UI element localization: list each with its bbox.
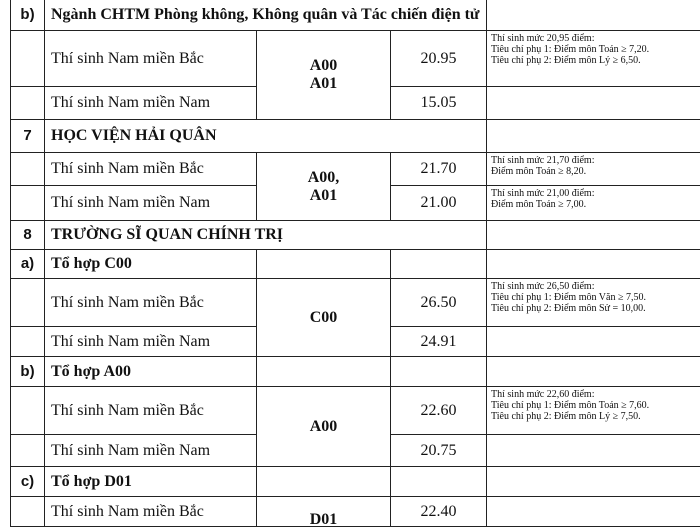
empty-cell [487, 467, 700, 497]
table-row [11, 153, 700, 186]
empty-cell [487, 357, 700, 387]
note-line: Tiêu chí phụ 1: Điểm môn Văn ≥ 7,50. [491, 292, 646, 303]
empty-cell [391, 250, 487, 279]
empty-cell [391, 467, 487, 497]
tiebreak-note [487, 279, 700, 327]
subsection-row [11, 467, 700, 497]
note-line: Tiêu chí phụ 2: Điểm môn Sử = 10,00. [491, 303, 646, 314]
candidate-label: Thí sinh Nam miền Bắc [45, 387, 257, 435]
cutoff-score: 15.05 [391, 87, 487, 120]
row-number: b) [11, 0, 45, 31]
subsection-row [11, 250, 700, 279]
cutoff-score: 21.70 [391, 153, 487, 186]
empty-cell [487, 250, 700, 279]
note-line: Điểm môn Toán ≥ 7,00. [491, 199, 587, 210]
row-number: c) [11, 467, 45, 497]
candidate-label: Thí sinh Nam miền Nam [45, 435, 257, 467]
section-row [11, 120, 700, 153]
note-line: Thí sinh mức 26,50 điểm: [491, 281, 595, 292]
cutoff-score: 20.75 [391, 435, 487, 467]
note-line: Tiêu chí phụ 1: Điểm môn Toán ≥ 7,20. [491, 44, 650, 55]
empty-cell [11, 387, 45, 435]
subject-combo-cell [257, 31, 391, 120]
candidate-label: Thí sinh Nam miền Nam [45, 186, 257, 221]
subsection-title: Tổ hợp D01 [45, 467, 257, 497]
empty-cell [487, 0, 700, 31]
table-row [11, 31, 700, 87]
empty-cell [487, 327, 700, 357]
subject-combo-code: A00 [257, 387, 391, 467]
tiebreak-note [487, 387, 700, 435]
table-row [11, 497, 700, 527]
subject-combo-code: A01 [309, 186, 338, 204]
empty-cell [11, 279, 45, 327]
subject-combo-cell [257, 153, 391, 221]
cutoff-score: 24.91 [391, 327, 487, 357]
subsection-row [11, 357, 700, 387]
empty-cell [487, 120, 700, 153]
empty-cell [487, 87, 700, 120]
cutoff-score: 22.40 [391, 497, 487, 527]
section-row [11, 0, 700, 31]
empty-cell [391, 357, 487, 387]
row-number: a) [11, 250, 45, 279]
cutoff-score: 22.60 [391, 387, 487, 435]
note-line: Tiêu chí phụ 2: Điểm môn Lý ≥ 6,50. [491, 55, 641, 66]
empty-cell [11, 435, 45, 467]
empty-cell [11, 497, 45, 527]
empty-cell [11, 186, 45, 221]
candidate-label: Thí sinh Nam miền Bắc [45, 31, 257, 87]
empty-cell [11, 327, 45, 357]
candidate-label: Thí sinh Nam miền Bắc [45, 153, 257, 186]
note-line: Thí sinh mức 21,70 điểm: [491, 155, 595, 166]
section-title: TRƯỜNG SĨ QUAN CHÍNH TRỊ [45, 221, 487, 250]
note-line: Thí sinh mức 21,00 điểm: [491, 188, 595, 199]
empty-cell [11, 31, 45, 87]
tiebreak-note [487, 153, 700, 186]
empty-cell [257, 357, 391, 387]
row-number: b) [11, 357, 45, 387]
note-line: Thí sinh mức 20,95 điểm: [491, 33, 595, 44]
note-line: Tiêu chí phụ 1: Điểm môn Toán ≥ 7,60. [491, 400, 650, 411]
row-number: 8 [11, 221, 45, 250]
cutoff-score: 21.00 [391, 186, 487, 221]
empty-cell [257, 250, 391, 279]
candidate-label: Thí sinh Nam miền Nam [45, 87, 257, 120]
note-line: Thí sinh mức 22,60 điểm: [491, 389, 595, 400]
note-line: Điểm môn Toán ≥ 8,20. [491, 166, 587, 177]
subject-combo-code: A00 [309, 57, 338, 74]
empty-cell [257, 467, 391, 497]
tiebreak-note [487, 186, 700, 221]
tiebreak-note [487, 31, 700, 87]
table-row [11, 279, 700, 327]
subject-combo-code: A00, [307, 168, 340, 186]
subject-combo-code: D01 [257, 497, 391, 527]
empty-cell [487, 435, 700, 467]
subsection-title: Tổ hợp A00 [45, 357, 257, 387]
admission-scores-table [10, 0, 700, 527]
empty-cell [11, 153, 45, 186]
empty-cell [487, 221, 700, 250]
section-row [11, 221, 700, 250]
subject-combo-code: C00 [257, 279, 391, 357]
empty-cell [11, 87, 45, 120]
cutoff-score: 20.95 [391, 31, 487, 87]
empty-cell [487, 497, 700, 527]
row-number: 7 [11, 120, 45, 153]
section-title: HỌC VIỆN HẢI QUÂN [45, 120, 487, 153]
note-line: Tiêu chí phụ 2: Điểm môn Lý ≥ 7,50. [491, 411, 641, 422]
candidate-label: Thí sinh Nam miền Nam [45, 327, 257, 357]
section-title: Ngành CHTM Phòng không, Không quân và Tác chiến điện tử [45, 0, 487, 31]
candidate-label: Thí sinh Nam miền Bắc [45, 497, 257, 527]
subsection-title: Tổ hợp C00 [45, 250, 257, 279]
candidate-label: Thí sinh Nam miền Bắc [45, 279, 257, 327]
cutoff-score: 26.50 [391, 279, 487, 327]
table-row [11, 387, 700, 435]
subject-combo-code: A01 [309, 75, 338, 92]
